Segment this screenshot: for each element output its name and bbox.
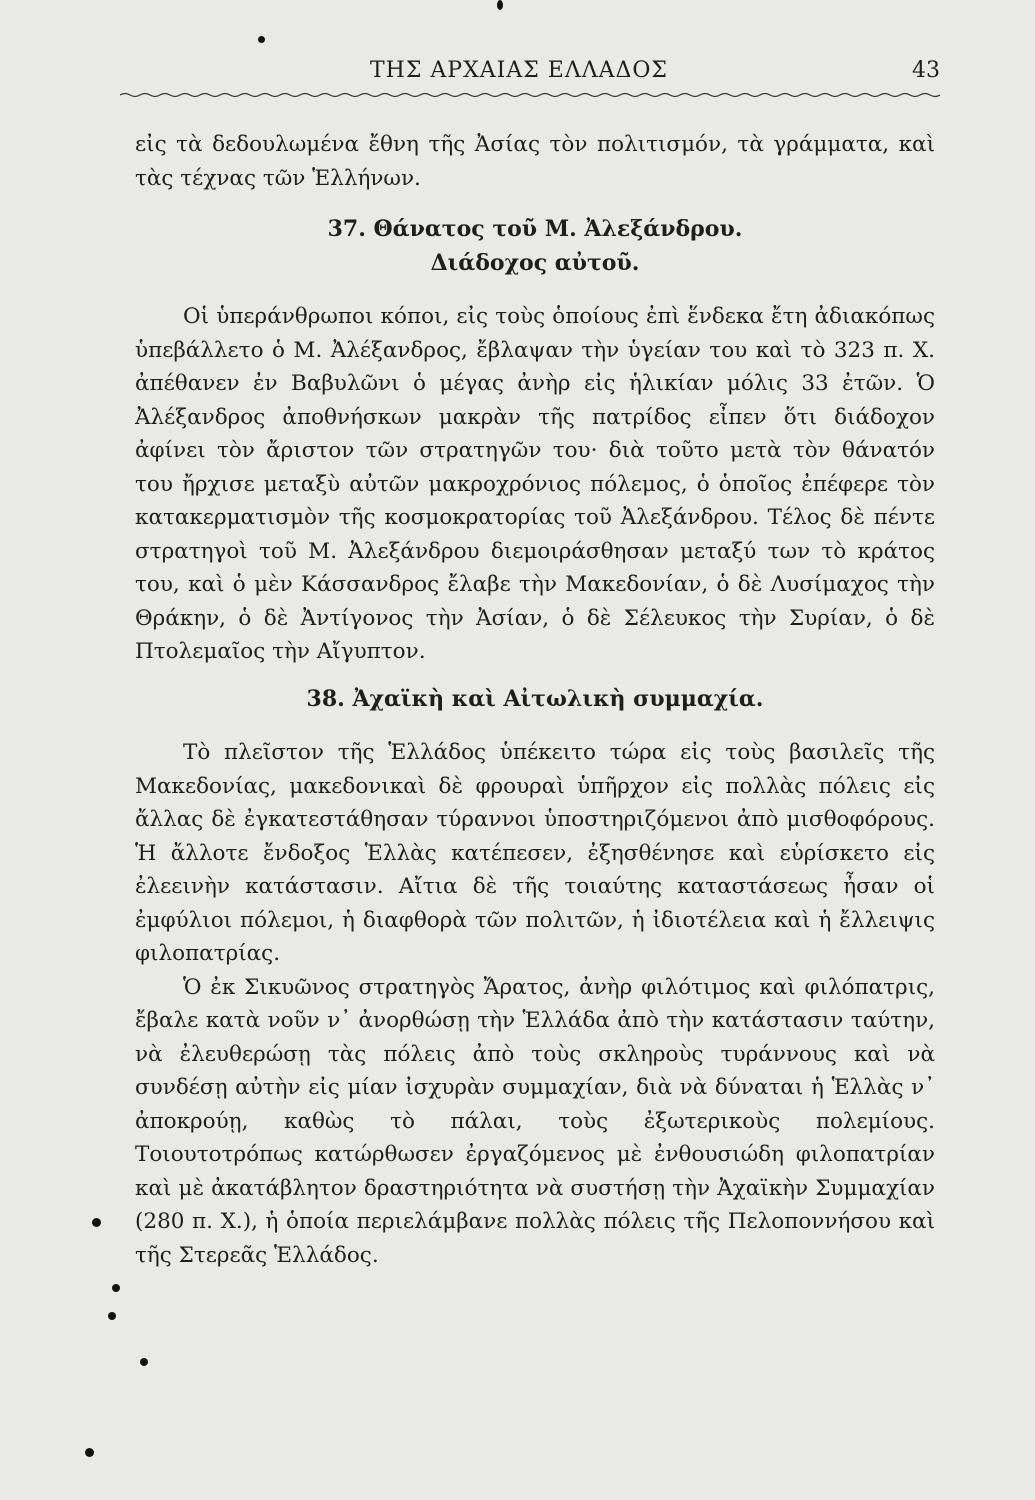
page-number: 43 bbox=[912, 58, 940, 83]
section-38-title: 38. Ἀχαϊκὴ καὶ Αἰτωλικὴ συμμαχία. bbox=[306, 685, 764, 712]
ink-speck bbox=[497, 0, 503, 10]
ink-speck bbox=[85, 1448, 94, 1457]
ink-speck bbox=[92, 1218, 101, 1227]
section-37-title: 37. Θάνατος τοῦ Μ. Ἀλεξάνδρου. bbox=[327, 216, 743, 242]
ink-speck bbox=[108, 1312, 116, 1320]
paragraph-38b: Ὁ ἐκ Σικυῶνος στρατηγὸς Ἄρατος, ἀνὴρ φιλότιμος καὶ φιλόπατρις, ἔβαλε κατὰ νοῦν ν᾽ ἀνορθώσῃ τὴν Ἑλλάδα ἀπὸ τὴν κατάστασιν ταύτην, νὰ ἐλευθερώσῃ τὰς πόλεις ἀπὸ τοὺς σκληροὺς τυράννους καὶ νὰ συνδέσῃ αὐτὴν εἰς μίαν ἰσχυρὰν συμμαχίαν, διὰ νὰ δύναται ἡ Ἑλλὰς ν᾽ ἀποκρούῃ, καθὼς τὸ πάλαι, τοὺς ἐξωτερικοὺς πολεμίους. Τοιουτοτρόπως κατώρθωσεν ἐργαζόμενος μὲ ἐνθουσιώδη φιλοπατρίαν καὶ μὲ ἀκατάβλητον δραστηριότητα νὰ συστήσῃ τὴν Ἀχαϊκὴν Συμμαχίαν (280 π. Χ.), ἡ ὁποία περιελάμβανε πολλὰς πόλεις τῆς Πελοποννήσου καὶ τῆς Στερεᾶς Ἑλλάδος. bbox=[135, 974, 935, 1268]
body-text bbox=[135, 128, 935, 1272]
ink-speck bbox=[140, 1358, 148, 1366]
ink-speck bbox=[112, 1284, 120, 1292]
paragraph-intro: εἰς τὰ δεδουλωμένα ἔθνη τῆς Ἀσίας τὸν πολιτισμόν, τὰ γράμματα, καὶ τὰς τέχνας τῶν Ἑλλήνων. bbox=[135, 132, 935, 191]
section-37-subtitle: Διάδοχος αὐτοῦ. bbox=[430, 249, 640, 276]
running-head bbox=[120, 58, 940, 90]
header-rule bbox=[120, 92, 940, 98]
ink-speck bbox=[258, 36, 265, 43]
paragraph-37: Οἱ ὑπεράνθρωποι κόποι, εἰς τοὺς ὁποίους ἐπὶ ἕνδεκα ἔτη ἀδιακόπως ὑπεβάλλετο ὁ Μ. Ἀλέξανδρος, ἔβλαψαν τὴν ὑγείαν του καὶ τὸ 323 π. Χ. ἀπέθανεν ἐν Βαβυλῶνι ὁ μέγας ἀνὴρ εἰς ἡλικίαν μόλις 33 ἐτῶν. Ὁ Ἀλέξανδρος ἀποθνήσκων μακρὰν τῆς πατρίδος εἶπεν ὅτι διάδοχον ἀφίνει τὸν ἄριστον τῶν στρατηγῶν του· διὰ τοῦτο μετὰ τὸν θάνατόν του ἤρχισε μεταξὺ αὐτῶν μακροχρόνιος πόλεμος, ὁ ὁποῖος ἐπέφερε τὸν κατακερματισμὸν τῆς κοσμοκρατορίας τοῦ Ἀλεξάνδρου. Τέλος δὲ πέντε στρατηγοὶ τοῦ Μ. Ἀλεξάνδρου διεμοιράσθησαν μεταξύ των τὸ κράτος του, καὶ ὁ μὲν Κάσσανδρος ἔλαβε τὴν Μακεδονίαν, ὁ δὲ Λυσίμαχος τὴν Θράκην, ὁ δὲ Ἀντίγονος τὴν Ἀσίαν, ὁ δὲ Σέλευκος τὴν Συρίαν, ὁ δὲ Πτολεμαῖος τὴν Αἴγυπτον. bbox=[135, 304, 935, 664]
running-title: ΤΗΣ ΑΡΧΑΙΑΣ ΕΛΛΑΔΟΣ bbox=[370, 58, 668, 83]
paragraph-38a: Τὸ πλεῖστον τῆς Ἑλλάδος ὑπέκειτο τώρα εἰς τοὺς βασιλεῖς τῆς Μακεδονίας, μακεδονικαὶ δὲ φρουραὶ ὑπῆρχον εἰς πολλὰς πόλεις εἰς ἄλλας δὲ ἐγκατεστάθησαν τύραννοι ὑποστηριζόμενοι ἀπὸ μισθοφόρους. Ἡ ἄλλοτε ἔνδοξος Ἑλλὰς κατέπεσεν, ἐξησθένησε καὶ εὑρίσκετο εἰς ἐλεεινὴν κατάστασιν. Αἴτια δὲ τῆς τοιαύτης καταστάσεως ἦσαν οἱ ἐμφύλιοι πόλεμοι, ἡ διαφθορὰ τῶν πολιτῶν, ἡ ἰδιοτέλεια καὶ ἡ ἔλλειψις φιλοπατρίας. bbox=[135, 740, 935, 966]
